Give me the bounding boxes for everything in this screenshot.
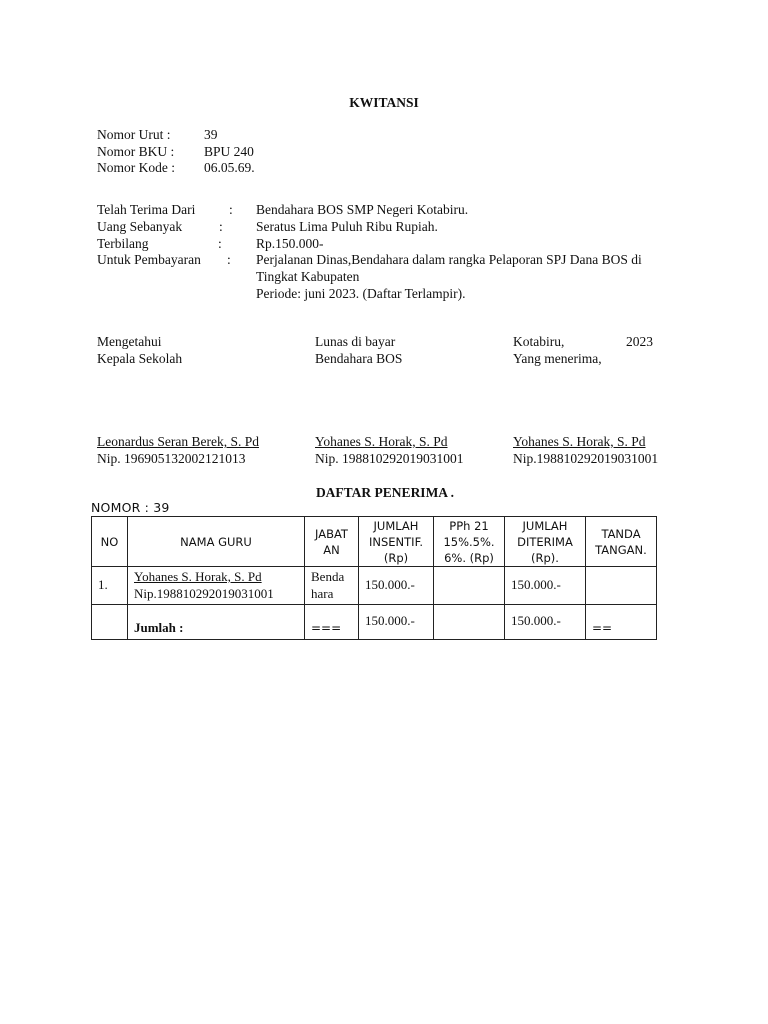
nomor-kode-value: 06.05.69. (204, 160, 255, 175)
document-title: KWITANSI (349, 95, 419, 110)
header-pph21: PPh 21 15%.5%. 6%. (Rp) (434, 517, 505, 567)
uang-sebanyak-colon: : (219, 219, 223, 234)
untuk-pembayaran-label: Untuk Pembayaran (97, 252, 201, 267)
nomor-bku-value: BPU 240 (204, 144, 254, 159)
row-tanda-tangan (586, 567, 657, 605)
untuk-pembayaran-line-1: Perjalanan Dinas,Bendahara dalam rangka Pelaporan SPJ Dana BOS di (256, 252, 642, 267)
row-no: 1. (92, 567, 128, 605)
row-insentif: 150.000.- (359, 567, 434, 605)
nomor-urut-label: Nomor Urut : (97, 127, 171, 142)
header-no: NO (92, 517, 128, 567)
row-nip: Nip.198810292019031001 (134, 585, 274, 601)
table-row (92, 567, 657, 605)
uang-sebanyak-value: Seratus Lima Puluh Ribu Rupiah. (256, 219, 438, 234)
row-nama-cell (128, 567, 305, 605)
header-tanda-tangan: TANDA TANGAN. (586, 517, 657, 567)
terima-dari-value: Bendahara BOS SMP Negeri Kotabiru. (256, 202, 469, 217)
signature-right-line-2: Yang menerima, (513, 351, 602, 366)
daftar-nomor: NOMOR : 39 (91, 500, 170, 515)
signature-mid-line-1: Lunas di bayar (315, 334, 396, 349)
total-jabatan: === (305, 605, 359, 640)
terima-dari-colon: : (229, 202, 233, 217)
signature-left-line-2: Kepala Sekolah (97, 351, 183, 366)
signature-mid-nip: Nip. 198810292019031001 (315, 451, 464, 466)
nomor-urut-value: 39 (204, 127, 218, 142)
signature-right-name: Yohanes S. Horak, S. Pd (513, 434, 646, 449)
header-jumlah-insentif: JUMLAH INSENTIF. (Rp) (359, 517, 434, 567)
terbilang-label: Terbilang (97, 236, 149, 251)
untuk-pembayaran-colon: : (227, 252, 231, 267)
signature-right-place: Kotabiru, (513, 334, 565, 349)
header-jumlah-diterima: JUMLAH DITERIMA (Rp). (505, 517, 586, 567)
terbilang-value: Rp.150.000- (256, 236, 324, 251)
untuk-pembayaran-line-2: Tingkat Kabupaten (256, 269, 360, 284)
signature-right-year: 2023 (626, 334, 653, 349)
daftar-title: DAFTAR PENERIMA . (315, 485, 455, 500)
row-pph (434, 567, 505, 605)
table-total-row (92, 605, 657, 640)
terbilang-colon: : (218, 236, 222, 251)
total-label: Jumlah : (128, 605, 305, 640)
terima-dari-label: Telah Terima Dari (97, 202, 196, 217)
total-pph-cell (434, 605, 505, 640)
nomor-bku-label: Nomor BKU : (97, 144, 175, 159)
signature-left-name: Leonardus Seran Berek, S. Pd (97, 434, 259, 449)
table-header-row (92, 517, 657, 567)
signature-mid-line-2: Bendahara BOS (315, 351, 403, 366)
daftar-penerima-table (91, 516, 657, 640)
nomor-kode-label: Nomor Kode : (97, 160, 175, 175)
row-diterima: 150.000.- (505, 567, 586, 605)
signature-mid-name: Yohanes S. Horak, S. Pd (315, 434, 448, 449)
signature-left-line-1: Mengetahui (97, 334, 162, 349)
total-diterima: 150.000.- (505, 605, 586, 640)
untuk-pembayaran-line-3: Periode: juni 2023. (Daftar Terlampir). (256, 286, 466, 301)
row-nama: Yohanes S. Horak, S. Pd (134, 569, 262, 584)
header-jabatan: JABAT AN (305, 517, 359, 567)
total-insentif: 150.000.- (359, 605, 434, 640)
uang-sebanyak-label: Uang Sebanyak (97, 219, 183, 234)
signature-left-nip: Nip. 196905132002121013 (97, 451, 246, 466)
header-nama-guru: NAMA GURU (128, 517, 305, 567)
signature-right-nip: Nip.198810292019031001 (513, 451, 659, 466)
total-tanda: == (586, 605, 657, 640)
row-jabatan: Benda hara (305, 567, 359, 605)
total-no-cell (92, 605, 128, 640)
